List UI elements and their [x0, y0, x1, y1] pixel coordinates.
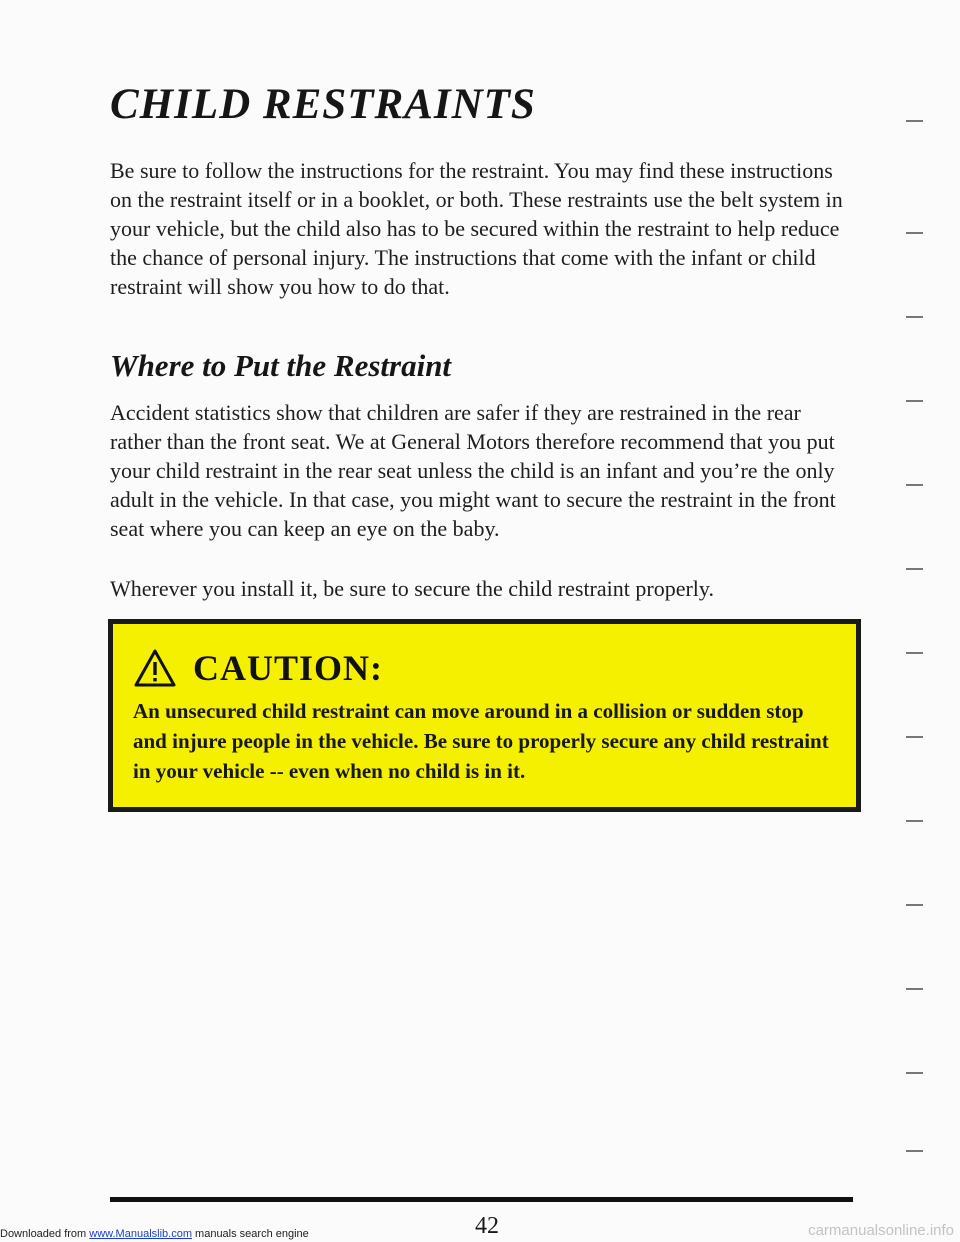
warning-triangle-icon — [133, 648, 177, 688]
edge-mark — [906, 1150, 923, 1152]
footer-rule — [110, 1197, 853, 1202]
edge-mark — [906, 400, 923, 402]
edge-mark — [906, 568, 923, 570]
edge-mark — [906, 316, 923, 318]
edge-mark — [906, 1072, 923, 1074]
edge-mark — [906, 820, 923, 822]
watermark: carmanualsonline.info — [808, 1222, 954, 1239]
caution-header — [133, 646, 383, 690]
install-paragraph: Wherever you install it, be sure to secure the child restraint properly. — [110, 576, 714, 601]
edge-mark — [906, 232, 923, 234]
caution-box — [108, 619, 861, 812]
edge-mark — [906, 484, 923, 486]
manualslib-link[interactable]: www.Manualslib.com — [89, 1228, 192, 1240]
download-banner — [0, 1228, 309, 1240]
intro-paragraph: Be sure to follow the instructions for the restraint. You may find these instructions on the restraint itself or in a booklet, or both. These restraints use the belt system in your vehicle, but the child also has to be secured within the restraint to help reduce the chance of personal injury. The instructions that come with the infant or child restraint will show you how to do that. — [110, 158, 843, 299]
page-number: 42 — [475, 1213, 499, 1239]
edge-mark — [906, 988, 923, 990]
page-title: CHILD RESTRAINTS — [110, 81, 536, 128]
banner-suffix: manuals search engine — [191, 1228, 309, 1240]
caution-text: An unsecured child restraint can move around in a collision or sudden stop and injure people in the vehicle. Be sure to properly secure any child restraint in your vehicle -- even when no child is in it. — [133, 699, 829, 783]
banner-prefix: Downloaded from — [0, 1228, 90, 1240]
edge-mark — [906, 120, 923, 122]
edge-mark — [906, 904, 923, 906]
edge-mark — [906, 652, 923, 654]
edge-mark — [906, 736, 923, 738]
caution-label: CAUTION: — [193, 648, 384, 688]
placement-paragraph: Accident statistics show that children are safer if they are restrained in the rear rather than the front seat. We at General Motors therefore recommend that you put your child restraint in the rear seat unless the child is an infant and you’re the only adult in the vehicle. In that case, you might want to secure the restraint in the front seat where you can keep an eye on the baby. — [110, 400, 836, 541]
section-heading: Where to Put the Restraint — [110, 348, 452, 383]
